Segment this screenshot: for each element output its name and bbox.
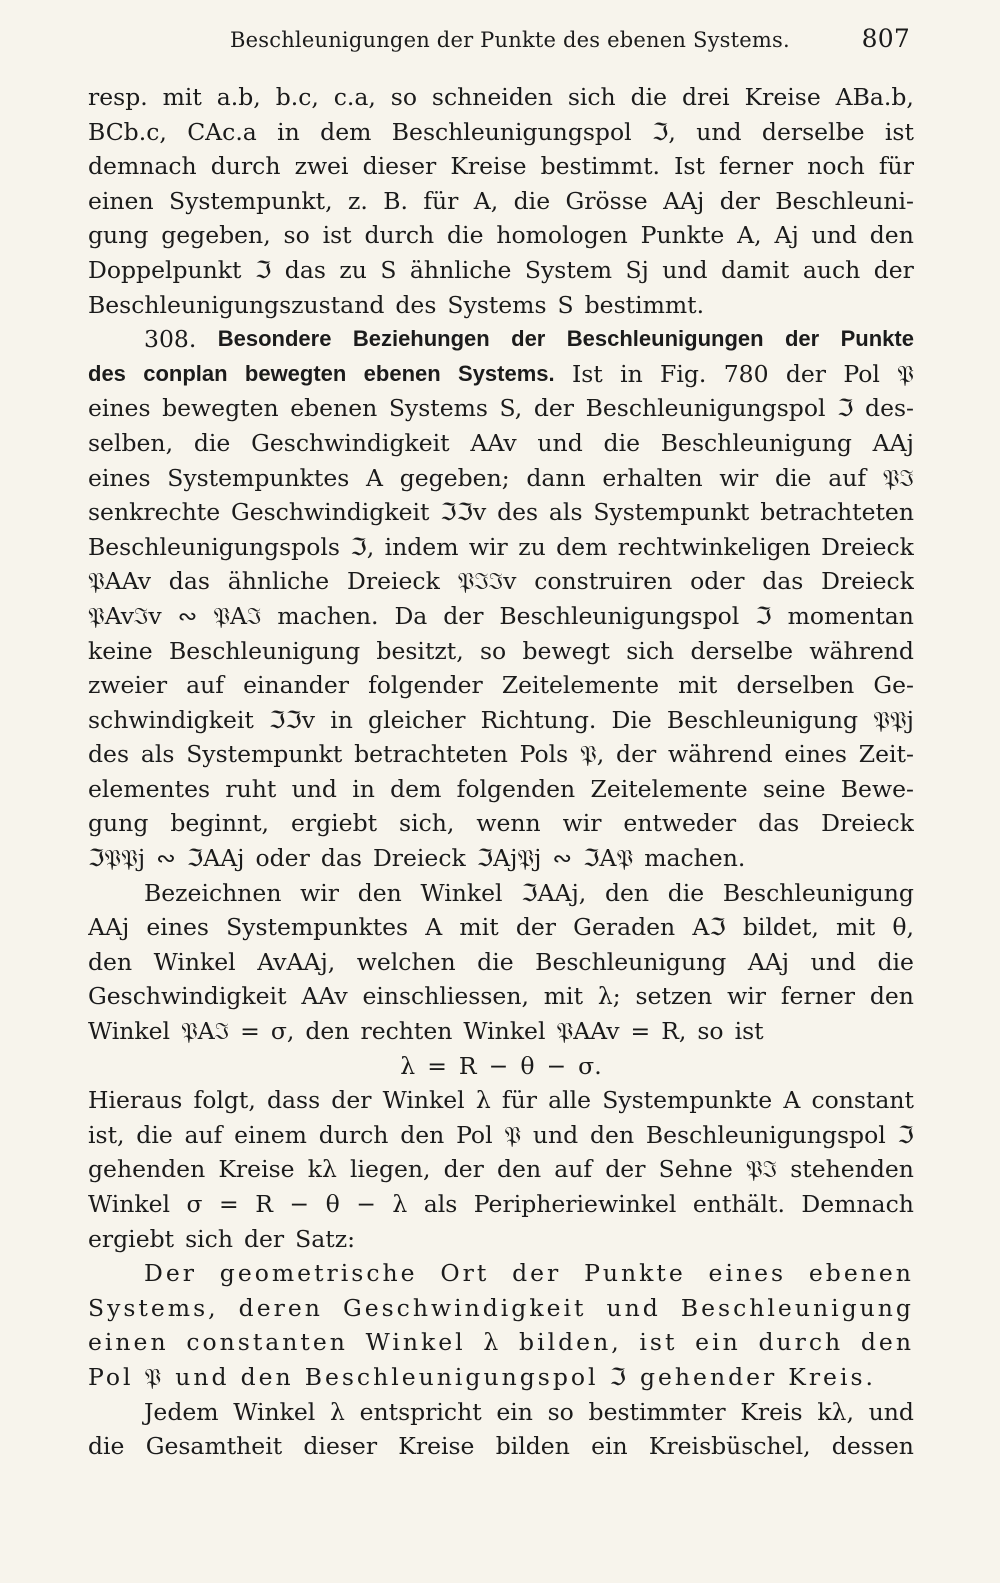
text-line: 308. Besondere Beziehungen der Beschleunigungen der Punkte xyxy=(144,325,914,354)
text-line: Pol 𝔓 und den Beschleunigungspol ℑ gehender Kreis. xyxy=(88,1362,877,1391)
text-line: schwindigkeit ℑℑv in gleicher Richtung. Die Beschleunigung 𝔓𝔓j xyxy=(88,705,914,734)
text-line: elementes ruht und in dem folgenden Zeitelemente seine Bewe- xyxy=(88,774,914,803)
text-line: Bezeichnen wir den Winkel ℑAAj, den die Beschleunigung xyxy=(144,878,914,907)
text-line: die Gesamtheit dieser Kreise bilden ein Kreisbüschel, dessen xyxy=(88,1432,914,1461)
text-line: λ = R − θ − σ. xyxy=(400,1051,602,1080)
text-line: Winkel σ = R − θ − λ als Peripheriewinkel enthält. Demnach xyxy=(88,1190,914,1218)
text-line: Jedem Winkel λ entspricht ein so bestimmter Kreis kλ, und xyxy=(144,1397,914,1426)
text-line: ergiebt sich der Satz: xyxy=(88,1224,356,1253)
text-line: Doppelpunkt ℑ das zu S ähnliche System Sj und damit auch der xyxy=(88,255,914,284)
text-line: BCb.c, CAc.a in dem Beschleunigungspol ℑ, und derselbe ist xyxy=(88,117,914,146)
text-line: Systems, deren Geschwindigkeit und Beschleunigung xyxy=(88,1293,914,1322)
text-line: den Winkel AvAAj, welchen die Beschleunigung AAj und die xyxy=(88,947,914,976)
text-line: demnach durch zwei dieser Kreise bestimmt. Ist ferner noch für xyxy=(88,152,914,181)
text-line: 𝔓Avℑv ∾ 𝔓Aℑ machen. Da der Beschleunigungspol ℑ momentan xyxy=(88,601,914,630)
text-line: AAj eines Systempunktes A mit der Geraden Aℑ bildet, mit θ, xyxy=(88,913,914,942)
text-line: 𝔓AAv das ähnliche Dreieck 𝔓ℑℑv construiren oder das Dreieck xyxy=(88,567,914,596)
text-line: Beschleunigungspols ℑ, indem wir zu dem rechtwinkeligen Dreieck xyxy=(88,532,914,561)
text-line: gehenden Kreise kλ liegen, der den auf der Sehne 𝔓ℑ stehenden xyxy=(88,1155,914,1184)
running-title: Beschleunigungen der Punkte des ebenen Systems. xyxy=(230,28,790,52)
text-line: Der geometrische Ort der Punkte eines ebenen xyxy=(144,1259,914,1288)
text-line: eines Systempunktes A gegeben; dann erhalten wir die auf 𝔓ℑ xyxy=(88,463,914,492)
body-text xyxy=(88,80,914,1464)
text-line: einen constanten Winkel λ bilden, ist ein durch den xyxy=(88,1328,914,1357)
text-line: eines bewegten ebenen Systems S, der Beschleunigungspol ℑ des- xyxy=(88,394,914,423)
text-line: selben, die Geschwindigkeit AAv und die Beschleunigung AAj xyxy=(88,428,914,457)
text-line: einen Systempunkt, z. B. für A, die Grösse AAj der Beschleuni- xyxy=(88,186,914,215)
text-line: zweier auf einander folgender Zeitelemente mit derselben Ge- xyxy=(88,671,914,700)
text-line: senkrechte Geschwindigkeit ℑℑv des als Systempunkt betrachteten xyxy=(88,498,914,527)
text-line: keine Beschleunigung besitzt, so bewegt sich derselbe während xyxy=(88,636,914,665)
text-line: ist, die auf einem durch den Pol 𝔓 und den Beschleunigungspol ℑ xyxy=(88,1120,914,1149)
text-line: resp. mit a.b, b.c, c.a, so schneiden sich die drei Kreise ABa.b, xyxy=(88,83,914,111)
page-number: 807 xyxy=(861,24,910,53)
text-line: Winkel 𝔓Aℑ = σ, den rechten Winkel 𝔓AAv = R, so ist xyxy=(88,1017,764,1046)
text-line: gung gegeben, so ist durch die homologen Punkte A, Aj und den xyxy=(88,221,914,250)
text-line: des conplan bewegten ebenen Systems. Ist in Fig. 780 der Pol 𝔓 xyxy=(88,359,914,388)
text-line: gung beginnt, ergiebt sich, wenn wir entweder das Dreieck xyxy=(88,809,914,838)
running-head xyxy=(90,24,910,60)
text-line: ℑ𝔓𝔓j ∾ ℑAAj oder das Dreieck ℑAj𝔓j ∾ ℑA𝔓 machen. xyxy=(88,844,746,873)
text-line: des als Systempunkt betrachteten Pols 𝔓, der während eines Zeit- xyxy=(88,740,914,769)
text-line: Geschwindigkeit AAv einschliessen, mit λ; setzen wir ferner den xyxy=(88,982,914,1011)
text-line: Hieraus folgt, dass der Winkel λ für alle Systempunkte A constant xyxy=(88,1086,914,1115)
text-line: Beschleunigungszustand des Systems S bestimmt. xyxy=(88,290,705,319)
